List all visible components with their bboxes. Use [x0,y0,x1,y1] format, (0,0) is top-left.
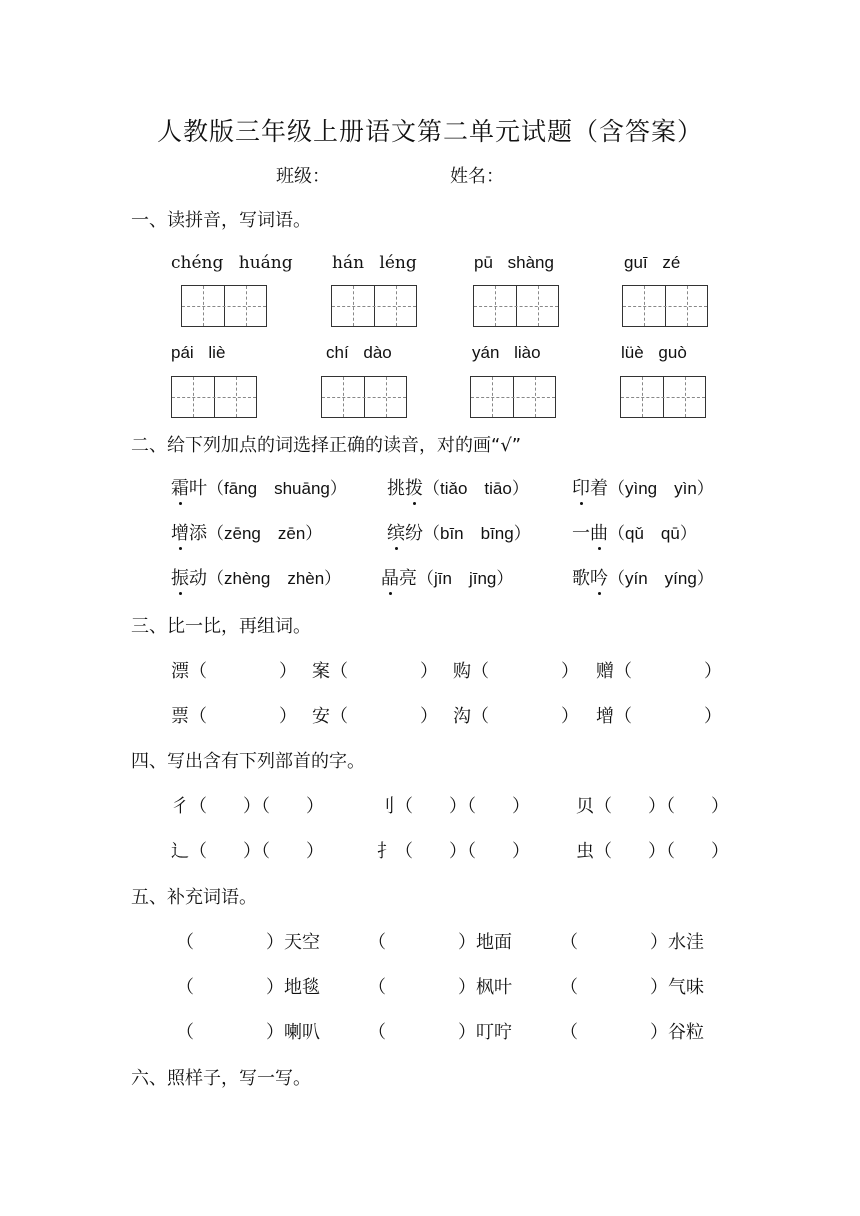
fill-word-item: （ ）水洼 [560,932,704,953]
section-1-heading: 一、读拼音，写词语。 [131,210,311,231]
reading-item: 印着（yìng yìn） [572,474,714,500]
pinyin-4: guī zé [624,253,681,272]
writing-grid[interactable] [620,376,706,418]
pinyin-3: pū shàng [474,253,554,272]
pinyin-8: lüè guò [621,343,687,362]
reading-item: 晶亮（jīn jīng） [381,564,513,590]
section-3-heading: 三、比一比，再组词。 [131,616,311,637]
compare-item: 案（ ） [312,661,438,682]
writing-grid[interactable] [331,285,417,327]
radical-item: 彳（ ）（ ） [171,796,324,817]
page-title: 人教版三年级上册语文第二单元试题（含答案） [156,117,703,146]
fill-word-item: （ ）枫叶 [368,977,512,998]
radical-item: 辶（ ）（ ） [171,841,324,862]
writing-grid[interactable] [622,285,708,327]
writing-grid[interactable] [321,376,407,418]
fill-word-item: （ ）谷粒 [560,1022,704,1043]
radical-item: 贝（ ）（ ） [576,796,729,817]
section-4-heading: 四、写出含有下列部首的字。 [131,751,365,772]
reading-item: 一曲（qǔ qū） [572,519,697,545]
fill-word-item: （ ）地面 [368,932,512,953]
pinyin-2: hán léng [332,253,417,273]
writing-grid[interactable] [181,285,267,327]
pinyin-1: chéng huáng [171,253,293,273]
compare-item: 票（ ） [171,706,297,727]
fill-word-item: （ ）天空 [176,932,320,953]
compare-item: 增（ ） [596,706,722,727]
writing-grid[interactable] [171,376,257,418]
fill-word-item: （ ）气味 [560,977,704,998]
compare-item: 安（ ） [312,706,438,727]
radical-item: 虫（ ）（ ） [576,841,729,862]
radical-item: 扌（ ）（ ） [377,841,530,862]
reading-item: 挑拨（tiǎo tiāo） [387,474,529,500]
writing-grid[interactable] [470,376,556,418]
pinyin-6: chí dào [326,343,392,362]
fill-word-item: （ ）叮咛 [368,1022,512,1043]
reading-item: 歌吟（yín yíng） [572,564,714,590]
compare-item: 赠（ ） [596,661,722,682]
fill-word-item: （ ）地毯 [176,977,320,998]
reading-item: 缤纷（bīn bīng） [387,519,531,545]
section-5-heading: 五、补充词语。 [131,887,257,908]
reading-item: 霜叶（fāng shuāng） [171,474,347,500]
radical-item: 刂（ ）（ ） [377,796,530,817]
pinyin-7: yán liào [472,343,541,362]
compare-item: 沟（ ） [453,706,579,727]
compare-item: 漂（ ） [171,661,297,682]
name-label: 姓名： [450,166,504,187]
fill-word-item: （ ）喇叭 [176,1022,320,1043]
section-6-heading: 六、照样子，写一写。 [131,1068,311,1089]
reading-item: 增添（zēng zēn） [171,519,322,545]
compare-item: 购（ ） [453,661,579,682]
writing-grid[interactable] [473,285,559,327]
section-2-heading: 二、给下列加点的词选择正确的读音，对的画“√” [131,435,522,456]
pinyin-5: pái liè [171,343,226,362]
class-label: 班级： [276,166,330,187]
reading-item: 振动（zhèng zhèn） [171,564,341,590]
